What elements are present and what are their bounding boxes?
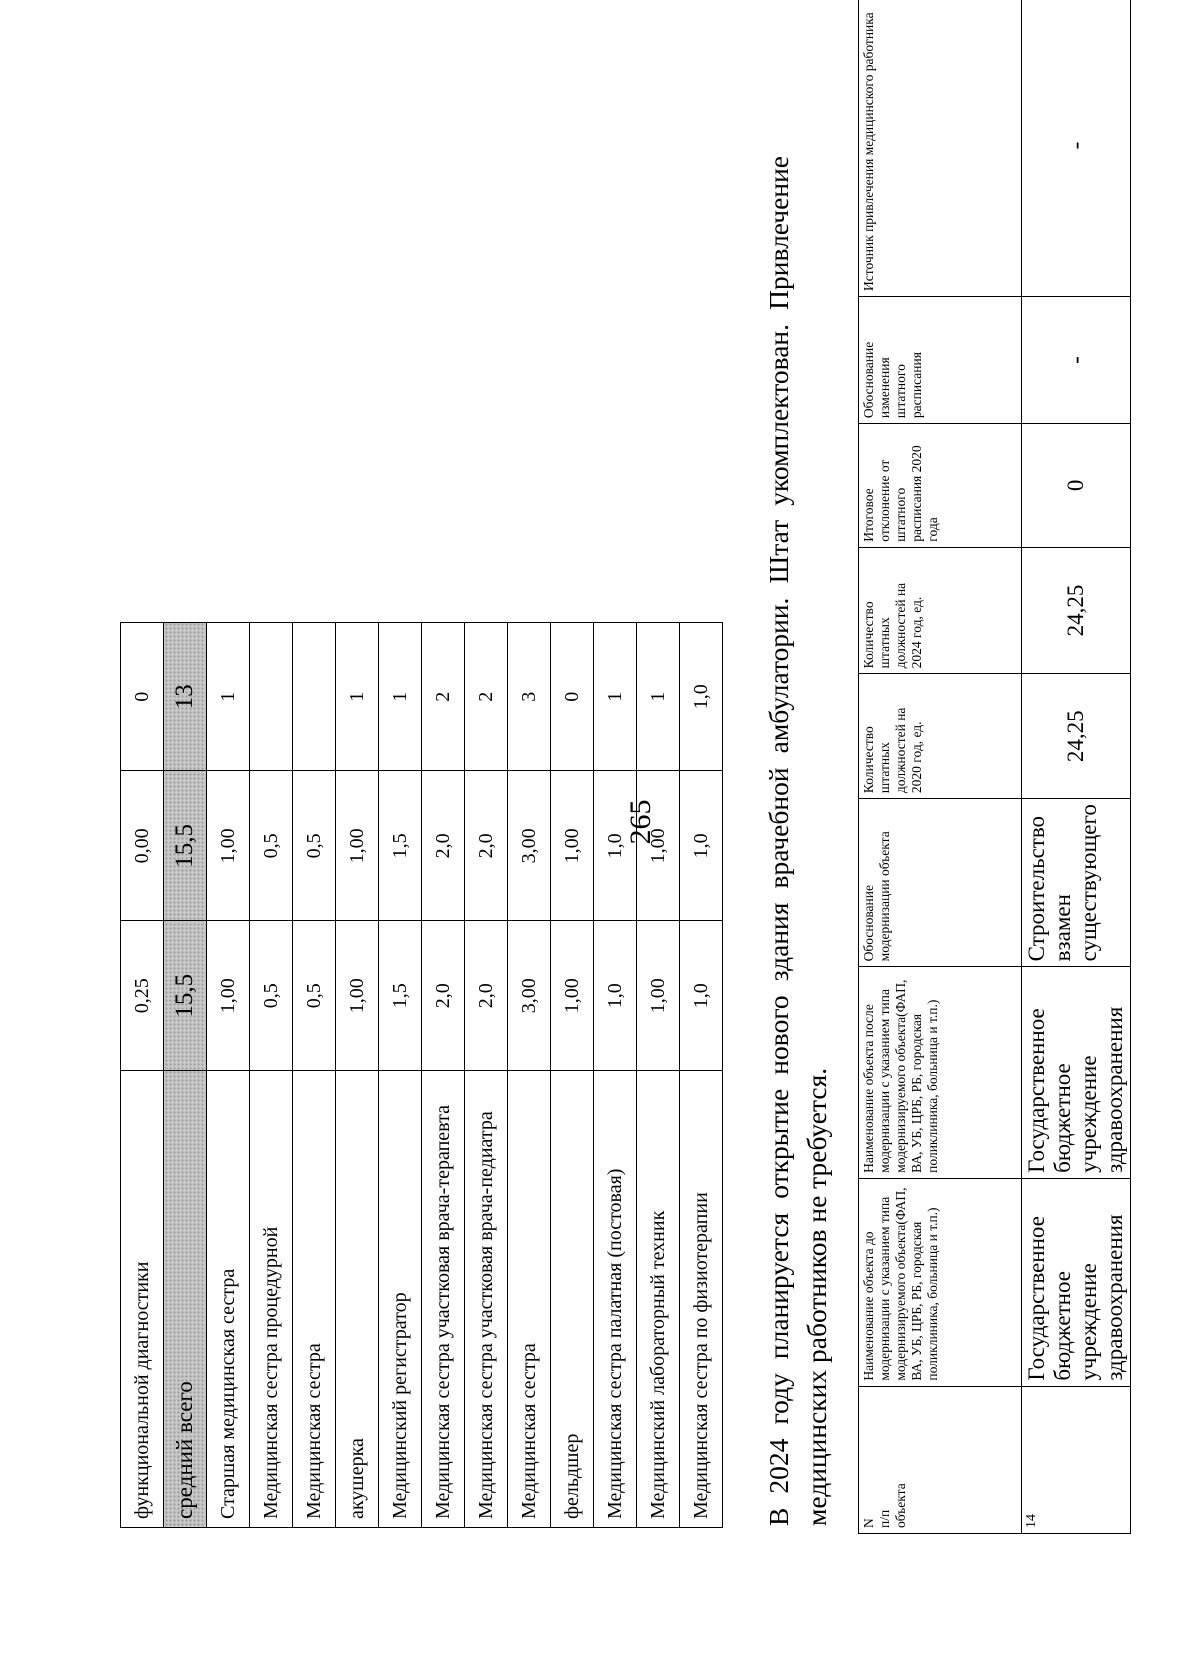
staff-value-cell: 1,00 (336, 921, 379, 1071)
modernization-table (858, 0, 1131, 1534)
staff-value-cell: 1,0 (594, 771, 637, 921)
staff-value-cell: 0,00 (121, 771, 164, 921)
staff-value-cell: 1 (207, 623, 250, 771)
staff-row (293, 623, 336, 1528)
staff-value-cell: 1,00 (637, 921, 680, 1071)
staff-value-cell: 0 (551, 623, 594, 771)
staff-value-cell: 2,0 (422, 921, 465, 1071)
staff-value-cell: 1,00 (336, 771, 379, 921)
header-deviation: Итоговое отклонение от штатного расписания 2020 года (859, 424, 1022, 548)
staff-value-cell: 15,5 (164, 771, 207, 921)
header-num-line: п/п (877, 1509, 892, 1528)
staff-row (207, 623, 250, 1528)
header-change-reason: Обоснование изменения штатного расписания (859, 296, 1022, 423)
staff-name-cell: фельдшер (551, 1071, 594, 1528)
staff-name-cell: средний всего (164, 1071, 207, 1528)
staff-value-cell: 1,00 (207, 921, 250, 1071)
staff-value-cell: 0,5 (293, 921, 336, 1071)
modernization-data-row (1022, 0, 1131, 1534)
staff-value-cell: 13 (164, 623, 207, 771)
staff-row (637, 623, 680, 1528)
staff-value-cell: 3 (508, 623, 551, 771)
staff-name-cell: акушерка (336, 1071, 379, 1528)
modernization-header-row (859, 0, 1022, 1534)
staff-value-cell: 1,0 (594, 921, 637, 1071)
staff-value-cell: 0,5 (250, 921, 293, 1071)
staff-row (164, 623, 207, 1528)
cell-name-after: Государственное бюджетное учреждение здравоохранения (1022, 967, 1131, 1179)
staff-value-cell: 0,5 (293, 771, 336, 921)
header-staff-2024: Количество штатных должностей на 2024 год, ед. (859, 547, 1022, 674)
staff-value-cell: 1 (594, 623, 637, 771)
staff-name-cell: Старшая медицинская сестра (207, 1071, 250, 1528)
staff-name-cell: Медицинская сестра участковая врача-терапевта (422, 1071, 465, 1528)
staff-value-cell: 1,00 (551, 771, 594, 921)
staff-value-cell: 0 (121, 623, 164, 771)
header-staff-2020: Количество штатных должностей на 2020 год, ед. (859, 674, 1022, 799)
staff-row (121, 623, 164, 1528)
staff-row (551, 623, 594, 1528)
staff-value-cell: 0,25 (121, 921, 164, 1071)
staff-value-cell: 1 (379, 623, 422, 771)
cell-num: 14 (1022, 1386, 1131, 1533)
staff-value-cell: 1,00 (207, 771, 250, 921)
page-number: 265 (624, 799, 657, 845)
staff-value-cell: 3,00 (508, 921, 551, 1071)
staff-value-cell: 1,0 (680, 623, 723, 771)
header-name-after: Наименование объекта после модернизации с указанием типа модернизируемого объекта(ФАП, ВА, УБ, ЦРБ, РБ, городская поликлиника, больница и т.п.) (859, 967, 1022, 1179)
staff-row (508, 623, 551, 1528)
staff-value-cell: 1,5 (379, 771, 422, 921)
header-name-before: Наименование объекта до модернизации с указанием типа модернизируемого объекта(ФАП, ВА, УБ, ЦРБ, РБ, городская поликлиника, больница и т.п.) (859, 1178, 1022, 1386)
staff-value-cell: 2,0 (465, 921, 508, 1071)
staff-name-cell: Медицинская сестра палатная (постовая) (594, 1071, 637, 1528)
paragraph: В 2024 году планируется открытие нового здания врачебной амбулатории. Штат укомплектован. Привлечение медицинских работников не требуется. (763, 156, 832, 1526)
staff-value-cell: 2,0 (465, 771, 508, 921)
cell-staff-2020: 24,25 (1022, 674, 1131, 799)
header-num (859, 1386, 1022, 1533)
staff-row (465, 623, 508, 1528)
header-num-line: N (861, 1518, 876, 1528)
header-source: Источник привлечения медицинского работника (859, 0, 1022, 296)
staff-name-cell: Медицинская сестра (293, 1071, 336, 1528)
staff-value-cell: 2 (465, 623, 508, 771)
staff-value-cell: 2,0 (422, 771, 465, 921)
staff-value-cell: 1,0 (680, 771, 723, 921)
staff-value-cell: 2 (422, 623, 465, 771)
cell-change-reason: - (1022, 296, 1131, 423)
staff-value-cell: 1,00 (637, 771, 680, 921)
staff-name-cell: Медицинская сестра процедурной (250, 1071, 293, 1528)
staff-row (336, 623, 379, 1528)
staff-value-cell: 15,5 (164, 921, 207, 1071)
staff-value-cell: 1 (336, 623, 379, 771)
staff-value-cell (293, 623, 336, 771)
cell-staff-2024: 24,25 (1022, 547, 1131, 674)
staff-value-cell: 3,00 (508, 771, 551, 921)
staff-name-cell: Медицинская сестра по физиотерапии (680, 1071, 723, 1528)
staff-row (680, 623, 723, 1528)
staff-row (594, 623, 637, 1528)
staff-name-cell: Медицинская сестра участковая врача-педиатра (465, 1071, 508, 1528)
staff-table-body (121, 623, 723, 1528)
staff-row (422, 623, 465, 1528)
staff-name-cell: Медицинский регистратор (379, 1071, 422, 1528)
cell-name-before: Государственное бюджетное учреждение здравоохранения (1022, 1178, 1131, 1386)
staff-value-cell: 1,5 (379, 921, 422, 1071)
staff-value-cell: 0,5 (250, 771, 293, 921)
staff-name-cell: Медицинский лабораторный техник (637, 1071, 680, 1528)
header-justification: Обоснование модернизации объекта (859, 799, 1022, 967)
staff-table (120, 622, 723, 1528)
cell-source: - (1022, 0, 1131, 296)
cell-deviation: 0 (1022, 424, 1131, 548)
cell-justification: Строительство взамен существующего (1022, 799, 1131, 967)
header-num-line: объекта (893, 1483, 908, 1528)
staff-row (250, 623, 293, 1528)
staff-name-cell: Медицинская сестра (508, 1071, 551, 1528)
staff-value-cell: 1,0 (680, 921, 723, 1071)
staff-row (379, 623, 422, 1528)
staff-value-cell: 1,00 (551, 921, 594, 1071)
staff-value-cell (250, 623, 293, 771)
staff-name-cell: функциональной диагностики (121, 1071, 164, 1528)
staff-value-cell: 1 (637, 623, 680, 771)
